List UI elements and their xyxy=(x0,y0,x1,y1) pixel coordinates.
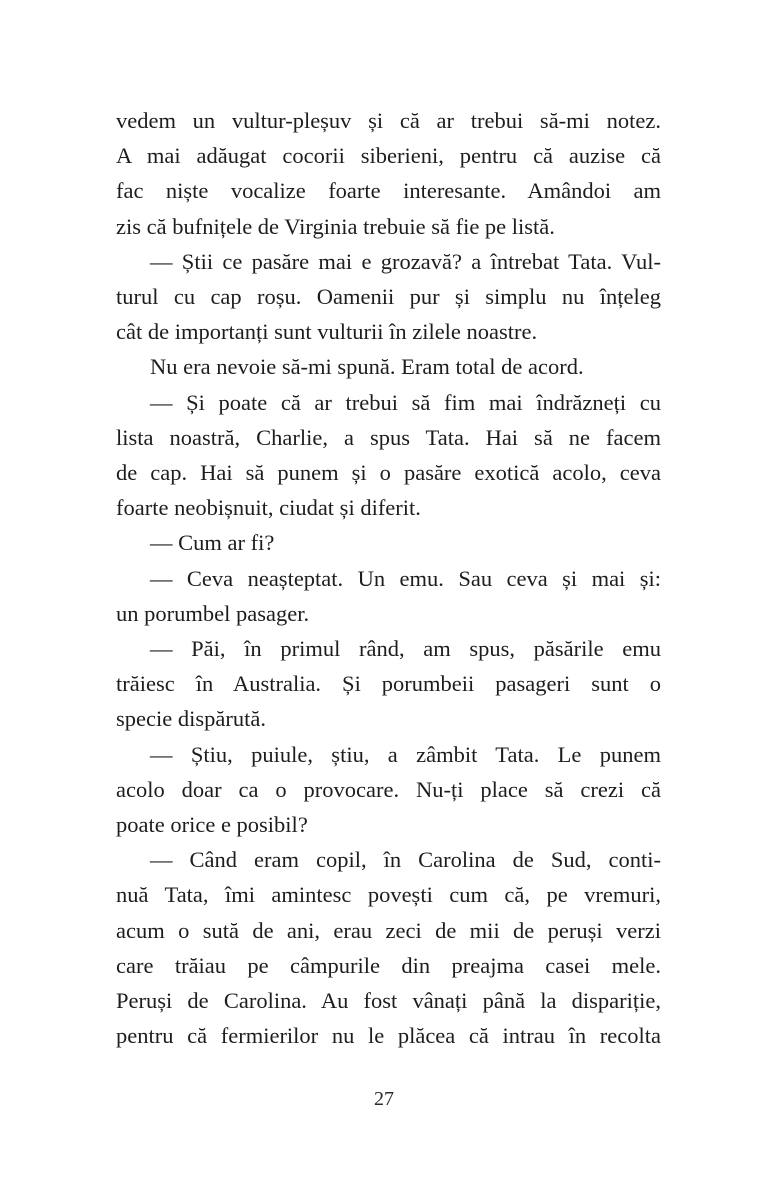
text-line: — Știu, puiule, știu, a zâmbit Tata. Le punem xyxy=(150,741,661,767)
text-line: — Cum ar fi? xyxy=(150,530,275,556)
text-line: — Și poate că ar trebui să fim mai îndrăzneți cu xyxy=(150,389,661,415)
text-line: trăiesc în Australia. Și porumbeii pasageri sunt o xyxy=(116,671,661,697)
paragraph xyxy=(116,842,661,1053)
paragraph xyxy=(116,385,661,526)
paragraph xyxy=(116,244,661,350)
text-line: de cap. Hai să punem și o pasăre exotică acolo, ceva xyxy=(116,460,661,486)
text-line: pentru că fermierilor nu le plăcea că intrau în recolta xyxy=(116,1023,661,1049)
text-line: turul cu cap roșu. Oamenii pur și simplu nu înțeleg xyxy=(116,284,661,310)
text-line: lista noastră, Charlie, a spus Tata. Hai să ne facem xyxy=(116,424,661,450)
text-line: care trăiau pe câmpurile din preajma casei mele. xyxy=(116,952,661,978)
text-line: un porumbel pasager. xyxy=(116,600,310,626)
text-line: vedem un vultur-pleșuv și că ar trebui să-mi notez. xyxy=(116,108,661,133)
text-line: — Știi ce pasăre mai e grozavă? a întrebat Tata. Vul- xyxy=(150,248,661,274)
text-line: — Când eram copil, în Carolina de Sud, conti- xyxy=(150,847,661,873)
text-line: acolo doar ca o provocare. Nu-ți place să crezi că xyxy=(116,776,661,802)
paragraph xyxy=(116,525,661,560)
text-line: Peruși de Carolina. Au fost vânați până la dispariție, xyxy=(116,988,661,1014)
text-line: cât de importanți sunt vulturii în zilele noastre. xyxy=(116,319,538,345)
paragraph xyxy=(116,631,661,737)
text-line: specie dispărută. xyxy=(116,706,266,732)
text-line: poate orice e posibil? xyxy=(116,812,308,838)
paragraph xyxy=(116,349,661,384)
text-line: acum o sută de ani, erau zeci de mii de peruși verzi xyxy=(116,917,661,943)
page-number: 27 xyxy=(374,1088,394,1110)
paragraph xyxy=(116,103,661,244)
text-line: zis că bufnițele de Virginia trebuie să fie pe listă. xyxy=(116,213,555,239)
text-line: foarte neobișnuit, ciudat și diferit. xyxy=(116,495,421,521)
text-line: fac niște vocalize foarte interesante. Amândoi am xyxy=(116,178,661,204)
text-line: nuă Tata, îmi amintesc povești cum că, pe vremuri, xyxy=(116,882,661,908)
text-line: A mai adăugat cocorii siberieni, pentru că auzise că xyxy=(116,143,661,169)
text-line: Nu era nevoie să-mi spună. Eram total de acord. xyxy=(150,354,584,380)
text-line: — Ceva neașteptat. Un emu. Sau ceva și mai și: xyxy=(150,565,661,591)
text-block xyxy=(116,103,661,1053)
paragraph xyxy=(116,561,661,631)
paragraph xyxy=(116,737,661,843)
text-line: — Păi, în primul rând, am spus, păsările emu xyxy=(150,636,661,662)
